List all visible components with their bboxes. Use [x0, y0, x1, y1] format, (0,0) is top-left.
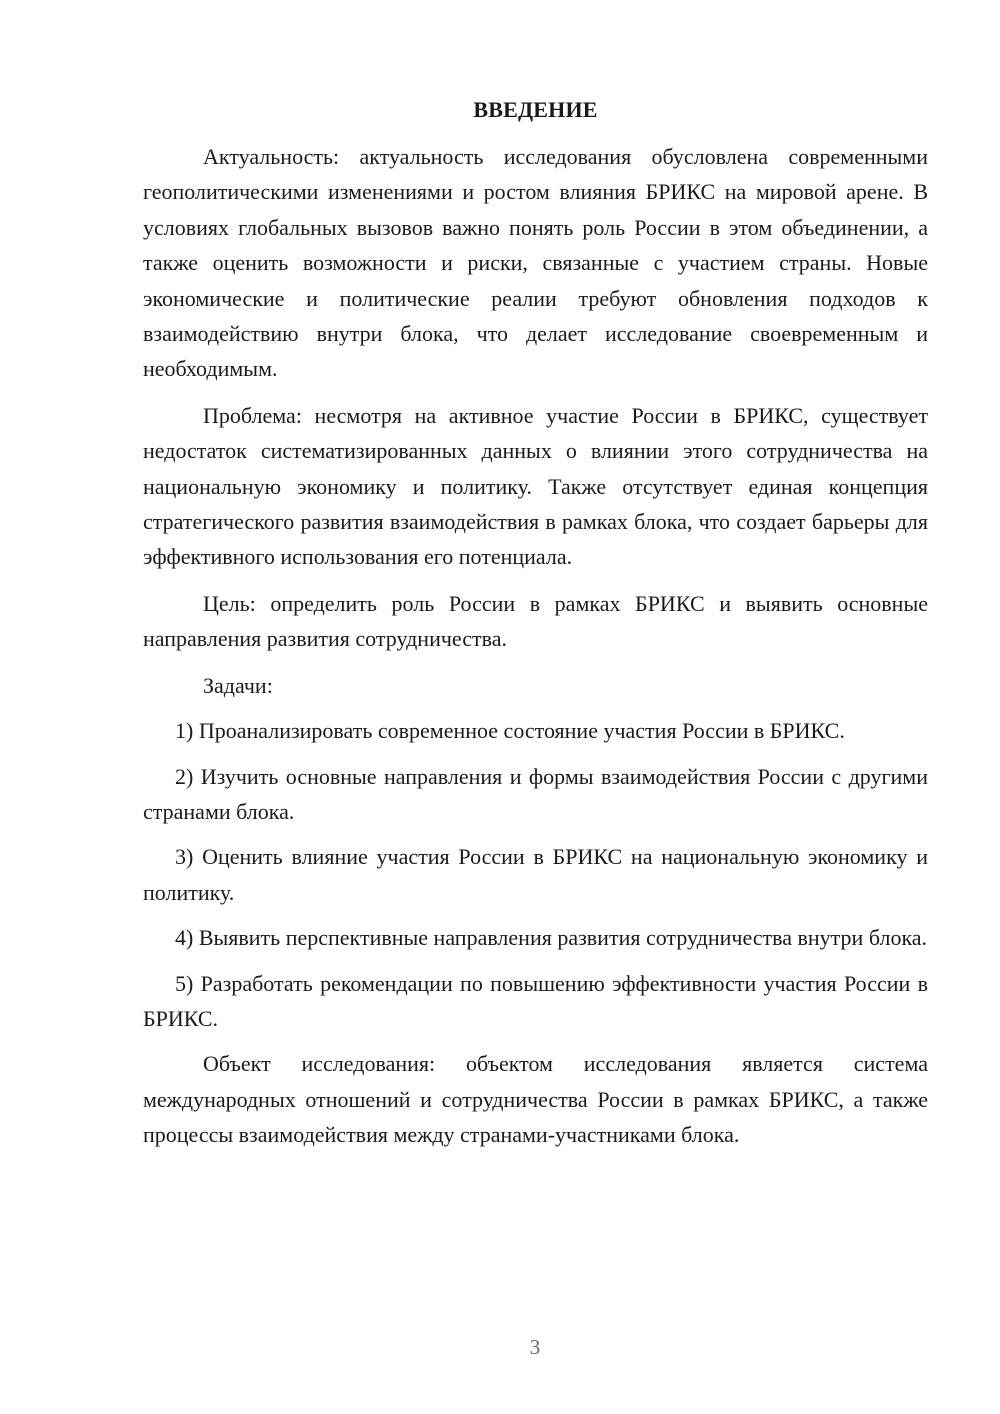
task-item-4: 4) Выявить перспективные направления развития сотрудничества внутри блока. [175, 925, 928, 951]
page-content [143, 92, 928, 1164]
paragraph-problem: Проблема: несмотря на активное участие России в БРИКС, существует недостаток систематизированных данных о влиянии этого сотрудничества на национальную экономику и политику. Также отсутствует единая концепция стратегического развития взаимодействия в рамках блока, что создает барьеры для эффективного использования его потенциала. [143, 402, 928, 570]
paragraph-goal: Цель: определить роль России в рамках БРИКС и выявить основные направления развития сотрудничества. [143, 590, 928, 652]
tasks-heading: Задачи: [203, 672, 273, 698]
paragraph-relevance: Актуальность: актуальность исследования обусловлена современными геополитическими изменениями и ростом влияния БРИКС на мировой арене. В условиях глобальных вызовов важно понять роль России в этом объединении, а также оценить возможности и риски, связанные с участием страны. Новые экономические и политические реалии требуют обновления подходов к взаимодействию внутри блока, что делает исследование своевременным и необходимым. [143, 144, 928, 382]
page-number: 3 [529, 1335, 541, 1359]
paragraph-object: Объект исследования: объектом исследования является система международных отношений и сотрудничества России в рамках БРИКС, а также процессы взаимодействия между странами-участниками блока. [143, 1051, 928, 1148]
task-item-5: 5) Разработать рекомендации по повышению эффективности участия России в БРИКС. [143, 970, 928, 1031]
task-item-3: 3) Оценить влияние участия России в БРИКС на национальную экономику и политику. [143, 844, 928, 905]
page-title: ВВЕДЕНИЕ [473, 97, 598, 122]
task-item-2: 2) Изучить основные направления и формы взаимодействия России с другими странами блока. [143, 763, 928, 824]
task-item-1: 1) Проанализировать современное состояние участия России в БРИКС. [175, 718, 845, 744]
